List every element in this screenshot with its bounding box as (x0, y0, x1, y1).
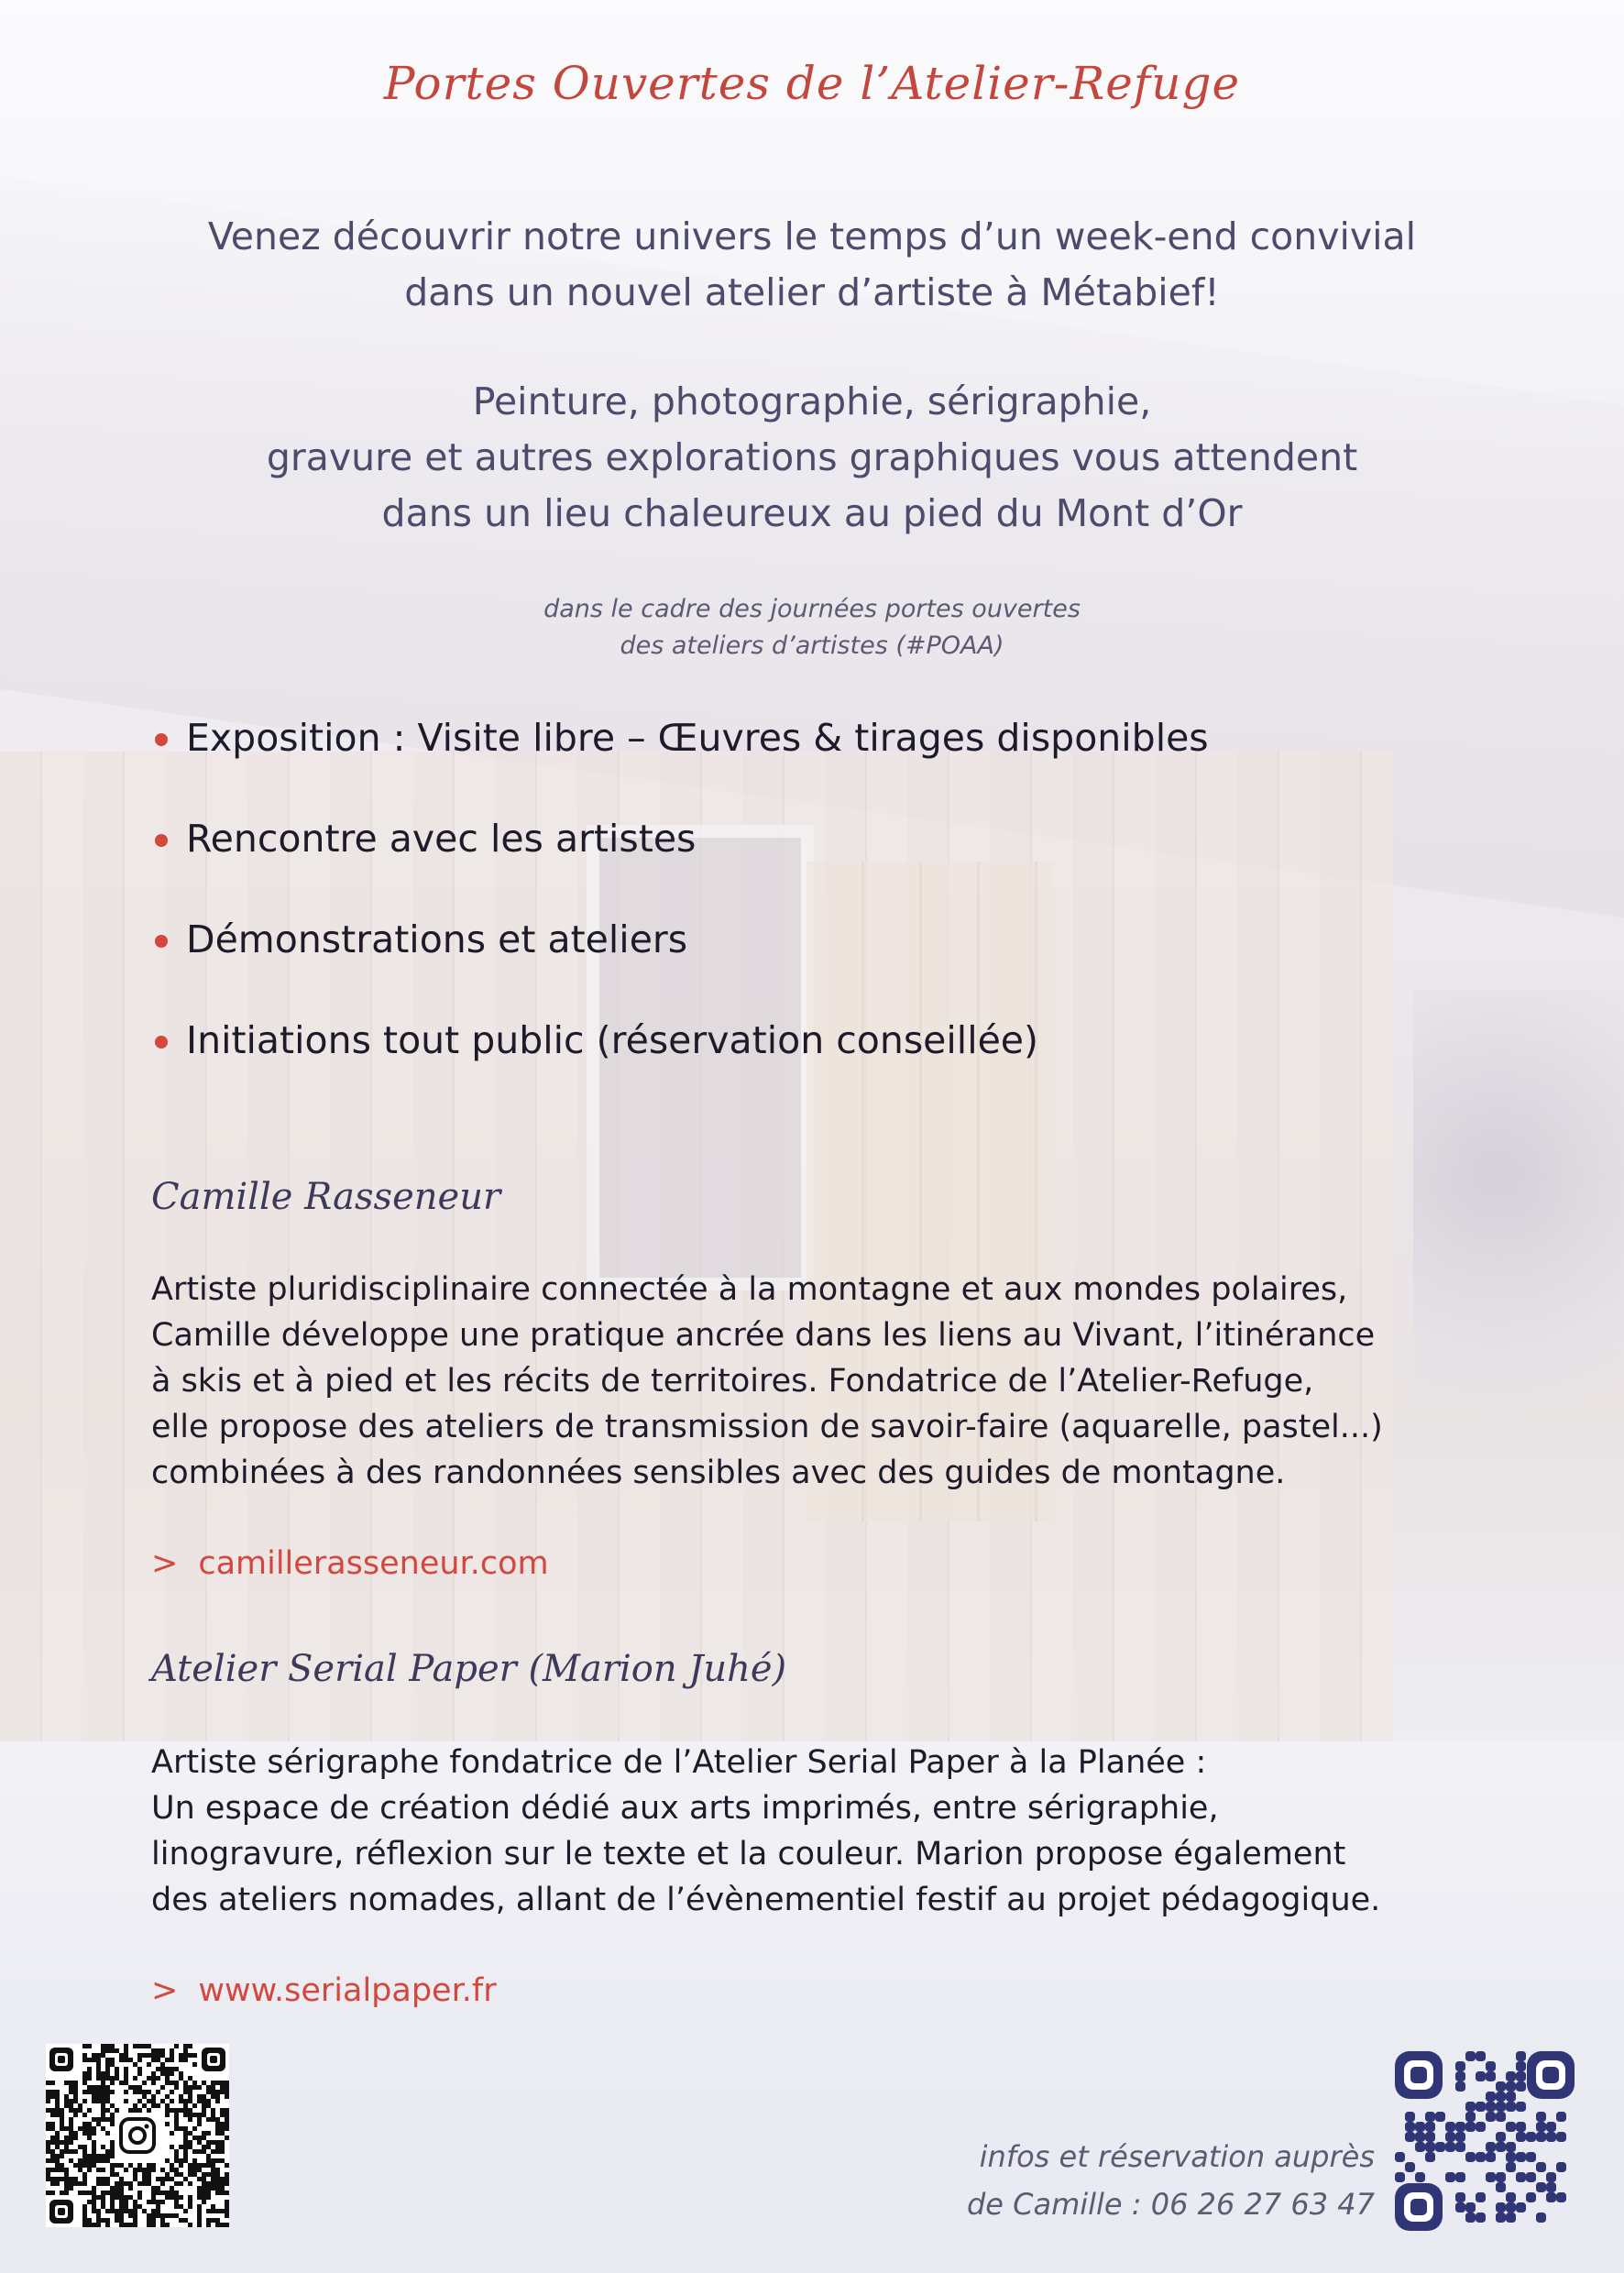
intro-line: dans un nouvel atelier d’artiste à Métabief! (404, 270, 1220, 314)
bullet-icon (155, 935, 168, 948)
bio-line: des ateliers nomades, allant de l’évènementiel festif au projet pédagogique. (151, 1882, 1381, 1918)
contact-line: de Camille : 06 26 27 63 47 (966, 2187, 1375, 2222)
feature-item (151, 917, 1209, 1017)
poaa-note (0, 591, 1624, 664)
intro-line: Peinture, photographie, sérigraphie, (472, 379, 1152, 423)
page-title: Portes Ouvertes de l’Atelier-Refuge (383, 57, 1241, 110)
bio-line: elle propose des ateliers de transmission de savoir-faire (aquarelle, pastel...) (151, 1409, 1383, 1445)
feature-label: Rencontre avec les artistes (186, 817, 697, 861)
feature-item (151, 1017, 1209, 1118)
intro-line: gravure et autres explorations graphiques vous attendent (266, 435, 1358, 479)
bio-line: Camille développe une pratique ancrée dans les liens au Vivant, l’itinérance (151, 1317, 1376, 1354)
instagram-icon (117, 2115, 158, 2156)
feature-label: Exposition : Visite libre – Œuvres & tirages disponibles (186, 716, 1209, 760)
feature-item (151, 715, 1209, 816)
qr-code-icon[interactable] (1395, 2051, 1575, 2231)
bio-line: Un espace de création dédié aux arts imprimés, entre sérigraphie, (151, 1790, 1219, 1827)
intro-line: dans un lieu chaleureux au pied du Mont d’Or (381, 491, 1243, 535)
artist-name-camille: Camille Rasseneur (151, 1176, 501, 1218)
features-list (151, 715, 1209, 1118)
bullet-icon (155, 1036, 168, 1049)
feature-label: Démonstrations et ateliers (186, 917, 688, 961)
feature-item (151, 816, 1209, 917)
intro-text (0, 209, 1624, 542)
intro-line: Venez découvrir notre univers le temps d’un week-end convivial (207, 214, 1417, 258)
link-text[interactable]: www.serialpaper.fr (198, 1972, 497, 2009)
bio-line: linogravure, réflexion sur le texte et la couleur. Marion propose également (151, 1836, 1346, 1872)
chevron-right-icon: > (151, 1972, 179, 2009)
link-camillerasseneur[interactable] (151, 1545, 549, 1582)
qr-code-instagram-icon[interactable] (46, 2044, 229, 2227)
poaa-line: des ateliers d’artistes (#POAA) (620, 631, 1004, 660)
artist-name-serial-paper: Atelier Serial Paper (Marion Juhé) (151, 1648, 787, 1690)
bio-line: combinées à des randonnées sensibles avec des guides de montagne. (151, 1455, 1286, 1491)
bio-line: à skis et à pied et les récits de territoires. Fondatrice de l’Atelier-Refuge, (151, 1363, 1314, 1400)
artist-bio-serial-paper (151, 1740, 1489, 1923)
contact-info (967, 2133, 1375, 2228)
link-serialpaper[interactable] (151, 1972, 497, 2009)
artist-bio-camille (151, 1267, 1489, 1496)
bullet-icon (155, 834, 168, 847)
contact-line: infos et réservation auprès (979, 2139, 1375, 2174)
bio-line: Artiste sérigraphe fondatrice de l’Atelier Serial Paper à la Planée : (151, 1744, 1207, 1781)
feature-label: Initiations tout public (réservation conseillée) (186, 1018, 1039, 1062)
chevron-right-icon: > (151, 1545, 179, 1582)
bio-line: Artiste pluridisciplinaire connectée à la montagne et aux mondes polaires, (151, 1271, 1348, 1308)
bullet-icon (155, 733, 168, 746)
poaa-line: dans le cadre des journées portes ouvertes (543, 595, 1081, 623)
link-text[interactable]: camillerasseneur.com (198, 1545, 549, 1582)
